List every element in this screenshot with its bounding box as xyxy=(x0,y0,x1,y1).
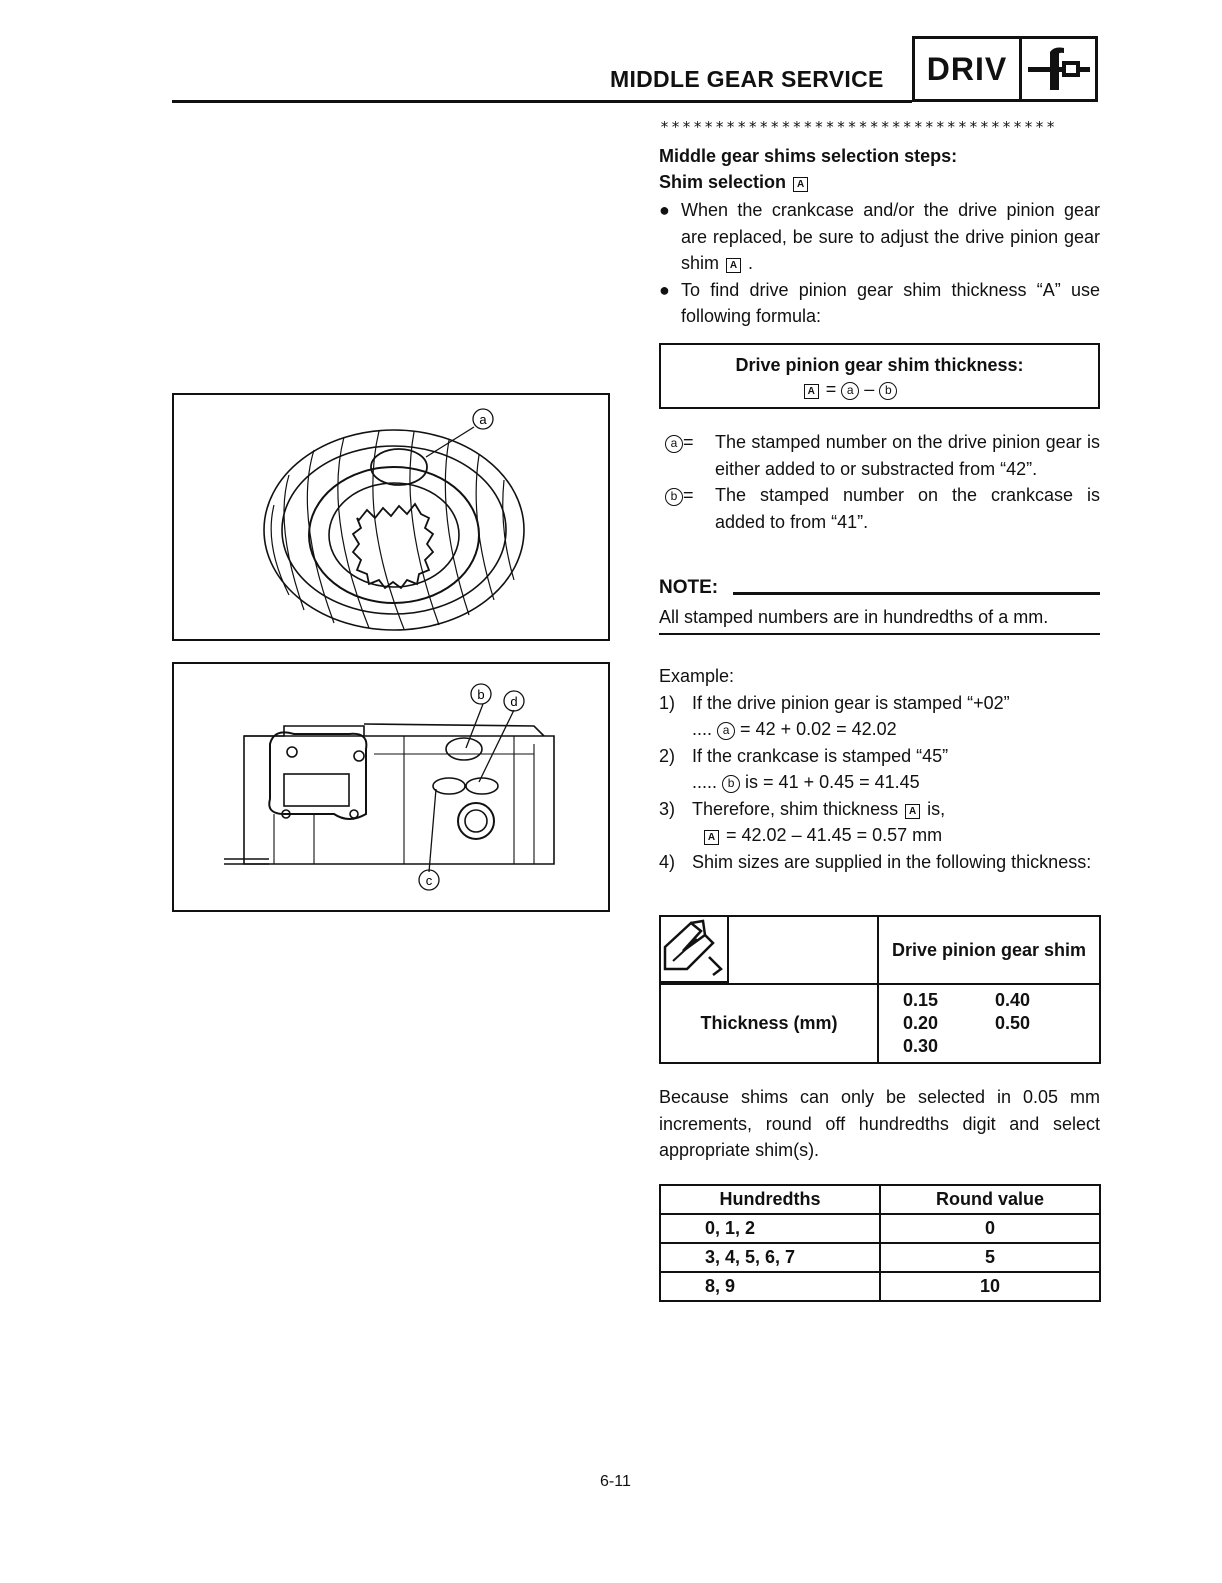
thickness-values xyxy=(878,984,1100,1063)
step-text: If the drive pinion gear is stamped “+02” xyxy=(692,692,1010,713)
definition-text: The stamped number on the crankcase is added to from “41”. xyxy=(715,485,1100,532)
substep-prefix: .... xyxy=(692,719,713,739)
page-number: 6-11 xyxy=(600,1473,631,1490)
marker-a-square: A xyxy=(905,804,920,819)
value-cell: 0.30 xyxy=(903,1036,939,1056)
separator-stars: ************************************ xyxy=(660,118,1058,136)
substep-text: = 42.02 – 41.45 = 0.57 mm xyxy=(726,825,943,845)
formula-minus: – xyxy=(864,379,875,399)
shim-table xyxy=(659,915,1101,1064)
marker-a-square: A xyxy=(726,258,741,273)
example-substep xyxy=(659,769,1100,796)
step-text-end: is, xyxy=(927,798,946,819)
row-label: Thickness (mm) xyxy=(660,984,878,1063)
bullet-icon: ● xyxy=(659,279,670,300)
table-cell: 10 xyxy=(880,1272,1100,1301)
step-number: 1) xyxy=(659,692,676,713)
definition-eq: = xyxy=(683,432,694,452)
note-text: All stamped numbers are in hundredths of a mm. xyxy=(659,607,1049,627)
callout-a: a xyxy=(665,435,683,453)
table-row xyxy=(660,1243,1100,1272)
value-cell: 0.40 xyxy=(995,990,1031,1010)
marker-a-square: A xyxy=(704,830,719,845)
bullet-text: To find drive pinion gear shim thickness “A” use following formula: xyxy=(681,279,1100,326)
formula-eq: = xyxy=(825,379,837,399)
list-item xyxy=(659,197,1100,277)
callout-b: b xyxy=(879,382,897,400)
definition-key xyxy=(665,429,694,456)
marker-a-square: A xyxy=(793,177,808,192)
example-substep xyxy=(659,822,1100,849)
values-col1 xyxy=(903,989,995,1058)
callout-label-b: b xyxy=(477,687,485,702)
value-cell: 0.15 xyxy=(903,990,939,1010)
example-step xyxy=(659,743,1100,770)
round-table xyxy=(659,1184,1101,1302)
subheading-text: Shim selection xyxy=(659,172,787,192)
value-cell: 0.50 xyxy=(995,1013,1031,1033)
example-substep xyxy=(659,716,1100,743)
crankcase-figure xyxy=(172,662,610,912)
section-code: DRIV xyxy=(915,39,1022,99)
example-label: Example: xyxy=(659,666,735,686)
definition-item xyxy=(665,482,1100,535)
bullet-list xyxy=(659,197,1100,330)
marker-a-square: A xyxy=(804,384,819,399)
gear-figure xyxy=(172,393,610,641)
definition-item xyxy=(665,429,1100,482)
note-label: NOTE: xyxy=(659,577,719,598)
callout-a: a xyxy=(841,382,859,400)
definitions xyxy=(665,429,1100,535)
column-header: Hundredths xyxy=(660,1185,880,1214)
definition-key xyxy=(665,482,694,509)
substep-text: is = 41 + 0.45 = 41.45 xyxy=(745,772,920,792)
callout-label-d: d xyxy=(510,694,518,709)
note-rule xyxy=(733,592,1100,595)
formula-expression xyxy=(601,377,1098,401)
value-cell: 0.20 xyxy=(903,1013,939,1033)
step-text: Therefore, shim thickness xyxy=(692,798,899,819)
table-icon-cell xyxy=(660,916,878,984)
substep-text: = 42 + 0.02 = 42.02 xyxy=(740,719,897,739)
callout-label-a: a xyxy=(479,412,487,427)
drive-pinion-gear-illustration xyxy=(174,395,608,639)
example-step xyxy=(659,690,1100,717)
note-bottom-rule xyxy=(659,633,1100,635)
table-cell: 0 xyxy=(880,1214,1100,1243)
section-subheading xyxy=(659,169,810,196)
callout-b: b xyxy=(665,488,683,506)
bullet-text-end: . xyxy=(748,253,754,273)
table-row xyxy=(660,1214,1100,1243)
example-step xyxy=(659,849,1100,876)
list-item xyxy=(659,277,1100,330)
step-number: 3) xyxy=(659,798,676,819)
callout-b: b xyxy=(722,775,740,793)
caliper-icon xyxy=(661,917,729,983)
table-header: Drive pinion gear shim xyxy=(878,916,1100,984)
step-text: If the crankcase is stamped “45” xyxy=(692,745,949,766)
step-number: 2) xyxy=(659,745,676,766)
table-cell: 0, 1, 2 xyxy=(660,1214,880,1243)
table-cell: 5 xyxy=(880,1243,1100,1272)
header-rule xyxy=(172,100,912,103)
crankcase-illustration xyxy=(174,664,608,910)
table-cell: 3, 4, 5, 6, 7 xyxy=(660,1243,880,1272)
formula-title: Drive pinion gear shim thickness: xyxy=(735,355,1024,375)
bullet-text: When the crankcase and/or the drive pinion gear are replaced, be sure to adjust the drive pinion gear shim xyxy=(681,200,1100,273)
callout-a: a xyxy=(717,722,735,740)
definition-text: The stamped number on the drive pinion gear is either added to or substracted from “42”. xyxy=(715,432,1100,479)
values-col2 xyxy=(995,989,1030,1058)
example-block xyxy=(659,663,1100,875)
section-heading: Middle gear shims selection steps: xyxy=(659,146,958,166)
page-title: MIDDLE GEAR SERVICE xyxy=(610,66,884,92)
drive-shaft-icon xyxy=(1022,39,1095,99)
column-header: Round value xyxy=(880,1185,1100,1214)
section-tab xyxy=(912,36,1098,102)
callout-label-c: c xyxy=(425,873,433,888)
step-number: 4) xyxy=(659,851,676,872)
rounding-paragraph: Because shims can only be selected in 0.05 mm increments, round off hundredths digit and select appropriate shim(s). xyxy=(659,1087,1100,1160)
formula-box xyxy=(659,343,1100,409)
step-text: Shim sizes are supplied in the following thickness: xyxy=(692,851,1092,872)
table-row xyxy=(660,1272,1100,1301)
table-cell: 8, 9 xyxy=(660,1272,880,1301)
definition-eq: = xyxy=(683,485,694,505)
example-step xyxy=(659,796,1100,823)
bullet-icon: ● xyxy=(659,200,670,220)
substep-prefix: ..... xyxy=(692,772,718,792)
